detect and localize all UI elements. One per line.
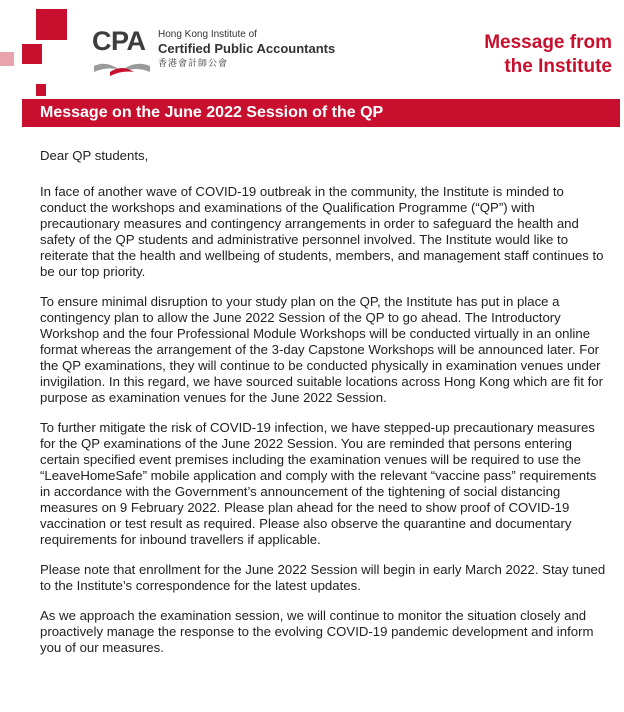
header-tagline — [484, 31, 612, 79]
logo-line3: 香港會計師公會 — [158, 58, 229, 68]
tagline-line2: the Institute — [504, 56, 612, 77]
logo-text — [158, 29, 335, 70]
logo-line2: Certified Public Accountants — [158, 41, 336, 56]
paragraph: Please note that enrollment for the June 2022 Session will begin in early March 2022. Stay tuned to the Institute’s correspondence for the latest updates. — [40, 562, 606, 593]
decorative-square — [36, 84, 46, 96]
title-banner — [22, 99, 620, 127]
paragraph: To further mitigate the risk of COVID-19 infection, we have stepped-up precautionary measures for the QP examinations of the June 2022 Session. You are reminded that persons entering certain specified event premises including the examination venues will be required to use the “LeaveHomeSafe” mobile application and comply with the relevant “vaccine pass” requirements in accordance with the Government’s announcement of the tightening of social distancing measures on 9 February 2022. Please plan ahead for the need to show proof of COVID-19 vaccination or test result as required. Please also observe the quarantine and documentary requirements for inbound travellers if applicable. — [40, 420, 597, 547]
decorative-square — [0, 52, 14, 66]
decorative-square — [36, 9, 67, 40]
logo-acronym: CPA — [92, 26, 146, 56]
logo-line1: Hong Kong Institute of — [158, 29, 257, 40]
logo-swoosh-icon — [92, 58, 152, 80]
tagline-line1: Message from — [484, 32, 612, 53]
message-body — [40, 148, 608, 670]
decorative-square — [22, 44, 42, 64]
paragraph: To ensure minimal disruption to your study plan on the QP, the Institute has put in place a contingency plan to allow the June 2022 Session of the QP to go ahead. The Introductory Workshop and the four Professional Module Workshops will be conducted virtually in an online format whereas the arrangement of the 3-day Capstone Workshops will be announced later. For the QP examinations, they will continue to be conducted physically in examination venues under invigilation. In this regard, we have sourced suitable locations across Hong Kong which are fit for purpose as examination venues for the June 2022 Session. — [40, 294, 603, 405]
greeting: Dear QP students, — [40, 148, 149, 163]
paragraph: As we approach the examination session, we will continue to monitor the situation closely and proactively manage the response to the evolving COVID-19 pandemic development and inform you of our measures. — [40, 608, 594, 655]
paragraph: In face of another wave of COVID-19 outbreak in the community, the Institute is minded to conduct the workshops and examinations of the Qualification Programme (“QP”) with precautionary measures and contingency arrangements in order to safeguard the health and safety of the QP students and administrative personnel involved. The Institute would like to reiterate that the health and wellbeing of students, members, and management staff continues to be our top priority. — [40, 184, 604, 279]
banner-title: Message on the June 2022 Session of the QP — [40, 104, 384, 121]
